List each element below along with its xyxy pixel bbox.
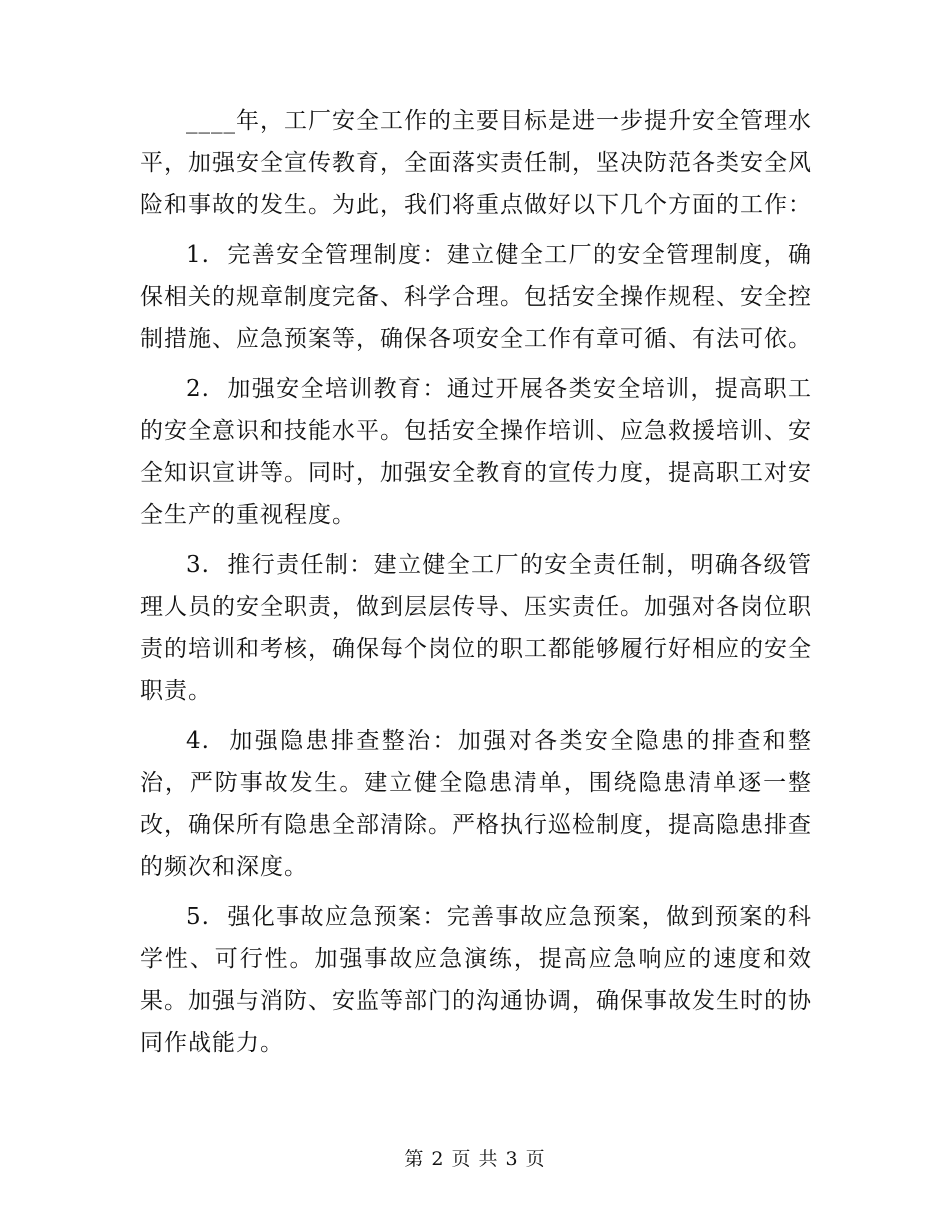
intro-paragraph: ____年，工厂安全工作的主要目标是进一步提升安全管理水平，加强安全宣传教育，全面落实责任制，坚决防范各类安全风险和事故的发生。为此，我们将重点做好以下几个方面的工作： bbox=[140, 108, 812, 218]
list-item-number: 1. bbox=[186, 242, 210, 268]
list-item-text: 推行责任制：建立健全工厂的安全责任制，明确各级管理人员的安全职责，做到层层传导、压实责任。加强对各岗位职责的培训和考核，确保每个岗位的职工都能够履行好相应的安全职责。 bbox=[140, 552, 813, 704]
list-item-3 bbox=[140, 544, 812, 712]
list-item-number: 2. bbox=[186, 376, 210, 402]
page-number-footer: 第 2 页 共 3 页 bbox=[404, 1148, 546, 1170]
document-body bbox=[140, 100, 812, 1072]
list-item-text: 完善安全管理制度：建立健全工厂的安全管理制度，确保相关的规章制度完备、科学合理。包括安全操作规程、安全控制措施、应急预案等，确保各项安全工作有章可循、有法可依。 bbox=[140, 242, 813, 352]
list-item-text: 加强隐患排查整治：加强对各类安全隐患的排查和整治，严防事故发生。建立健全隐患清单，围绕隐患清单逐一整改，确保所有隐患全部清除。严格执行巡检制度，提高隐患排查的频次和深度。 bbox=[140, 728, 813, 880]
list-item-number: 5. bbox=[186, 904, 210, 930]
list-item-4 bbox=[140, 720, 812, 888]
list-item-text: 加强安全培训教育：通过开展各类安全培训，提高职工的安全意识和技能水平。包括安全操作培训、应急救援培训、安全知识宣讲等。同时，加强安全教育的宣传力度，提高职工对安全生产的重视程度。 bbox=[140, 376, 813, 528]
list-item-5 bbox=[140, 896, 812, 1064]
list-item-number: 4. bbox=[186, 728, 210, 754]
list-item-text: 强化事故应急预案：完善事故应急预案，做到预案的科学性、可行性。加强事故应急演练，提高应急响应的速度和效果。加强与消防、安监等部门的沟通协调，确保事故发生时的协同作战能力。 bbox=[140, 904, 813, 1056]
list-item-2 bbox=[140, 368, 812, 536]
list-item-number: 3. bbox=[186, 552, 210, 578]
list-item-1 bbox=[140, 234, 812, 360]
